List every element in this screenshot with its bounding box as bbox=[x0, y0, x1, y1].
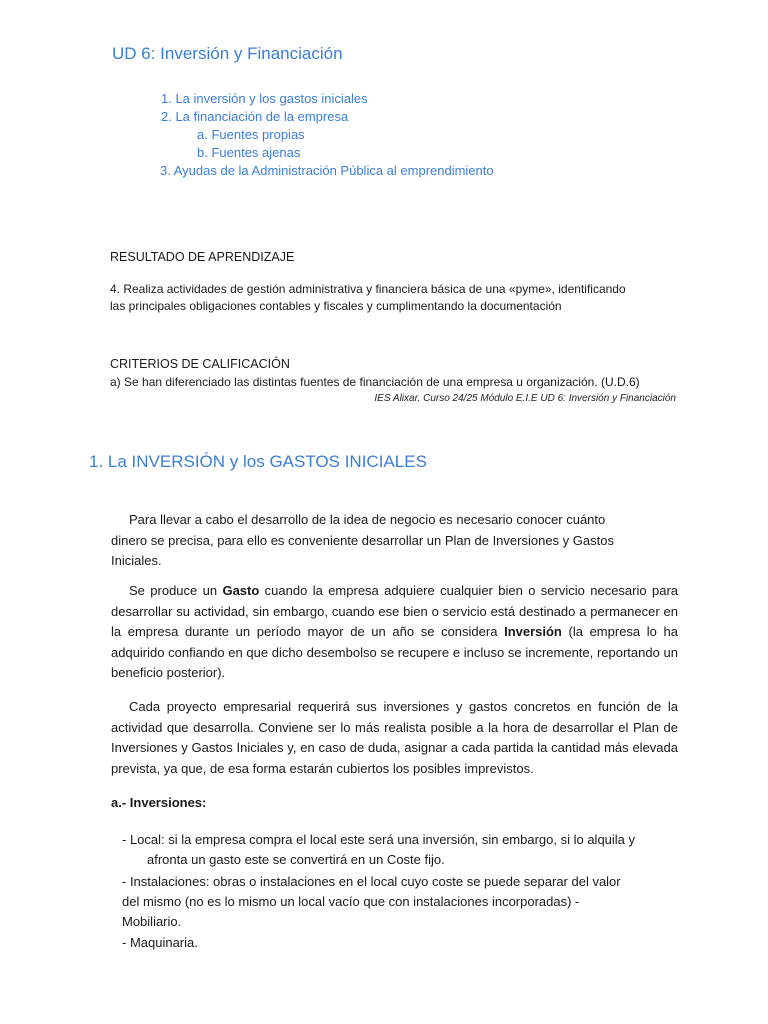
list-item-machinery: - Maquinaria. bbox=[122, 935, 198, 950]
list-item-local-line-1: - Local: si la empresa compra el local este será una inversión, sin embargo, si lo alquila y bbox=[122, 832, 636, 847]
paragraph-2-text-b: cuando la empresa adquiere cualquier bien o servicio necesario para desarrollar su actividad, sin embargo, cuando ese bien o servicio está destinado a permanecer en la empresa durante un período mayor de un año se considera bbox=[111, 583, 678, 639]
paragraph-2 bbox=[111, 581, 678, 684]
learning-outcome-heading: RESULTADO DE APRENDIZAJE bbox=[110, 250, 295, 264]
learning-outcome-line-1: 4. Realiza actividades de gestión administrativa y financiera básica de una «pyme», identificando bbox=[110, 282, 626, 296]
criteria-text: a) Se han diferenciado las distintas fuentes de financiación de una empresa u organización. (U.D.6) bbox=[110, 375, 640, 389]
toc-item-3: 3. Ayudas de la Administración Pública al emprendimiento bbox=[160, 163, 494, 178]
criteria-heading: CRITERIOS DE CALIFICACIÓN bbox=[110, 357, 290, 371]
header-footer-note: IES Alixar. Curso 24/25 Módulo E.I.E UD 6: Inversión y Financiación bbox=[374, 393, 676, 404]
document-title: UD 6: Inversión y Financiación bbox=[112, 44, 343, 63]
list-item-installations-line-3: Mobiliario. bbox=[122, 914, 182, 929]
list-item-local-line-2: afronta un gasto este se convertirá en un Coste fijo. bbox=[147, 852, 445, 867]
term-gasto: Gasto bbox=[222, 583, 260, 598]
toc-item-2: 2. La financiación de la empresa bbox=[161, 109, 349, 124]
paragraph-3-text: Cada proyecto empresarial requerirá sus inversiones y gastos concretos en función de la actividad que desarrolla. Conviene ser lo más realista posible a la hora de desarrollar el Plan de Inversiones y Gastos Iniciales y, en caso de duda, asignar a cada partida la cantidad más elevada prevista, ya que, de esa forma estarán cubiertos los posibles imprevistos. bbox=[111, 699, 678, 776]
toc-item-2b: b. Fuentes ajenas bbox=[197, 145, 301, 160]
paragraph-1 bbox=[111, 510, 678, 572]
investments-subheading: a.- Inversiones: bbox=[111, 795, 207, 810]
term-inversion: Inversión bbox=[504, 624, 562, 639]
learning-outcome-line-2: las principales obligaciones contables y fiscales y cumplimentando la documentación bbox=[110, 299, 562, 313]
paragraph-3 bbox=[111, 697, 678, 779]
section-heading: 1. La INVERSIÓN y los GASTOS INICIALES bbox=[89, 452, 427, 471]
paragraph-1-line-3: Iniciales. bbox=[111, 553, 162, 568]
list-item-installations-line-1: - Instalaciones: obras o instalaciones en el local cuyo coste se puede separar del valor bbox=[122, 874, 621, 889]
paragraph-2-text-a: Se produce un bbox=[129, 583, 223, 598]
paragraph-1-line-1: Para llevar a cabo el desarrollo de la idea de negocio es necesario conocer cuánto bbox=[129, 512, 606, 527]
paragraph-2-text-c: (la empresa lo ha adquirido confiando en que dicho desembolso se recupere e incluso se incremente, reportando un beneficio posterior). bbox=[111, 624, 678, 680]
paragraph-1-line-2: dinero se precisa, para ello es conveniente desarrollar un Plan de Inversiones y Gastos bbox=[111, 532, 614, 548]
toc-item-1: 1. La inversión y los gastos iniciales bbox=[161, 91, 368, 106]
toc-item-2a: a. Fuentes propias bbox=[197, 127, 305, 142]
list-item-installations-line-2: del mismo (no es lo mismo un local vacío que con instalaciones incorporadas) - bbox=[122, 894, 580, 909]
